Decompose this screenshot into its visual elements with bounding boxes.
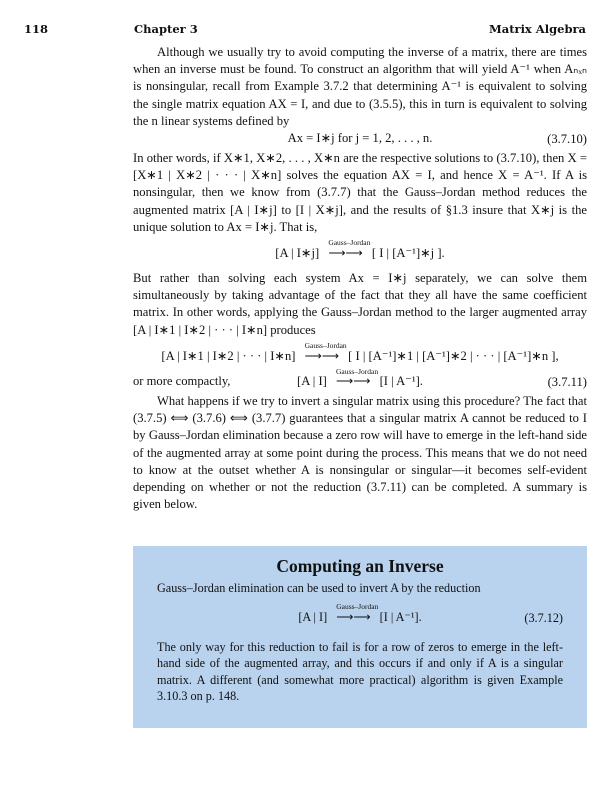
- paragraph-5: What happens if we try to invert a singular matrix using this procedure? The fact that (3.7.5) ⟺ (3.7.6) ⟺ (3.7.7) guarantees that a singular matrix A cannot be reduced to I by Gauss–Jordan elimination because a zero row will have to emerge in the left-hand side of the augmented array at some point during the process. This means that we do not need to know at the outset whether A is nonsingular or singular—it becomes self-evident depending on whether or not the reduction (3.7.11) can be completed. A summary is given below.: [133, 394, 587, 512]
- equation-single-column: [133, 236, 587, 270]
- running-header: [24, 22, 586, 38]
- paragraph-3: But rather than solving each system Ax = I∗j separately, we can solve them simultaneously by taking advantage of the fact that they all have the same coefficient matrix. In other words, applying the Gauss–Jordan method to the larger augmented array [A | I∗1 | I∗2 | · · · | I∗n] produces: [133, 271, 587, 337]
- page-number: 118: [24, 22, 49, 36]
- paragraph-4: or more compactly,: [133, 373, 231, 388]
- paragraph-1: Although we usually try to avoid computing the inverse of a matrix, there are times when an inverse must be found. To construct an algorithm that will yield A⁻¹ when Aₙₓₙ is nonsingular, recall from Example 3.7.2 that determining A⁻¹ is equivalent to solving the single matrix equation AX = I, and due to (3.5.5), this in turn is equivalent to solving the n linear systems defined by: [133, 45, 587, 128]
- equation-left: [A | I]: [298, 609, 328, 624]
- equation-3-7-10: [133, 130, 587, 150]
- paragraph-2: In other words, if X∗1, X∗2, . . . , X∗n are the respective solutions to (3.7.10), then X = [X∗1 | X∗2 | · · · | X∗n] solves the equation AX = I, and hence X = A⁻¹. If A is nonsingular, then we know from (3.7.7) that the Gauss–Jordan method reduces the augmented matrix [A | I∗j] to [I | X∗j], and the results of §1.3 insure that X∗j is the unique solution to Ax = I∗j. That is,: [133, 151, 587, 234]
- summary-intro: Gauss–Jordan elimination can be used to invert A by the reduction: [157, 581, 481, 595]
- equation-right: [ I | [A⁻¹]∗j ].: [371, 246, 445, 261]
- equation-left: [A | I∗1 | I∗2 | · · · | I∗n]: [161, 348, 296, 363]
- summary-title: Computing an Inverse: [276, 556, 444, 576]
- chapter-label: Chapter 3: [134, 22, 198, 36]
- equation-right: [ I | [A⁻¹]∗1 | [A⁻¹]∗2 | · · · | [A⁻¹]∗n ],: [348, 348, 559, 363]
- equation-3-7-12: [157, 601, 563, 629]
- arrow-label: Gauss–Jordan: [328, 238, 371, 248]
- equation-left: [A | I∗j]: [275, 246, 320, 261]
- arrow-label: Gauss–Jordan: [304, 340, 347, 350]
- equation-number: (3.7.10): [547, 132, 587, 147]
- equation-number: (3.7.11): [547, 375, 587, 390]
- summary-box: [133, 546, 587, 728]
- gauss-jordan-arrow: Gauss–Jordan ⟶⟶: [328, 236, 362, 270]
- arrow-label: Gauss–Jordan: [336, 367, 379, 377]
- equation-right: [I | A⁻¹].: [379, 374, 423, 389]
- arrow-label: Gauss–Jordan: [336, 601, 379, 611]
- equation-number: (3.7.12): [524, 610, 563, 625]
- equation-body: Ax = I∗j for j = 1, 2, . . . , n.: [287, 131, 433, 146]
- summary-text: The only way for this reduction to fail is for a row of zeros to emerge in the left-hand side of the augmented array, and this occurs if and only if A is a singular matrix. A different (and somewhat more practical) algorithm is given Example 3.10.3 on p. 148.: [157, 639, 563, 703]
- gauss-jordan-arrow: Gauss–Jordan ⟶⟶: [336, 373, 370, 390]
- equation-left: [A | I]: [297, 374, 327, 389]
- equation-3-7-11: [133, 367, 587, 393]
- equation-right: [I | A⁻¹].: [379, 609, 422, 624]
- gauss-jordan-arrow: Gauss–Jordan ⟶⟶: [336, 609, 370, 626]
- gauss-jordan-arrow: Gauss–Jordan ⟶⟶: [305, 339, 339, 373]
- main-text: [133, 44, 587, 513]
- section-label: Matrix Algebra: [489, 22, 586, 36]
